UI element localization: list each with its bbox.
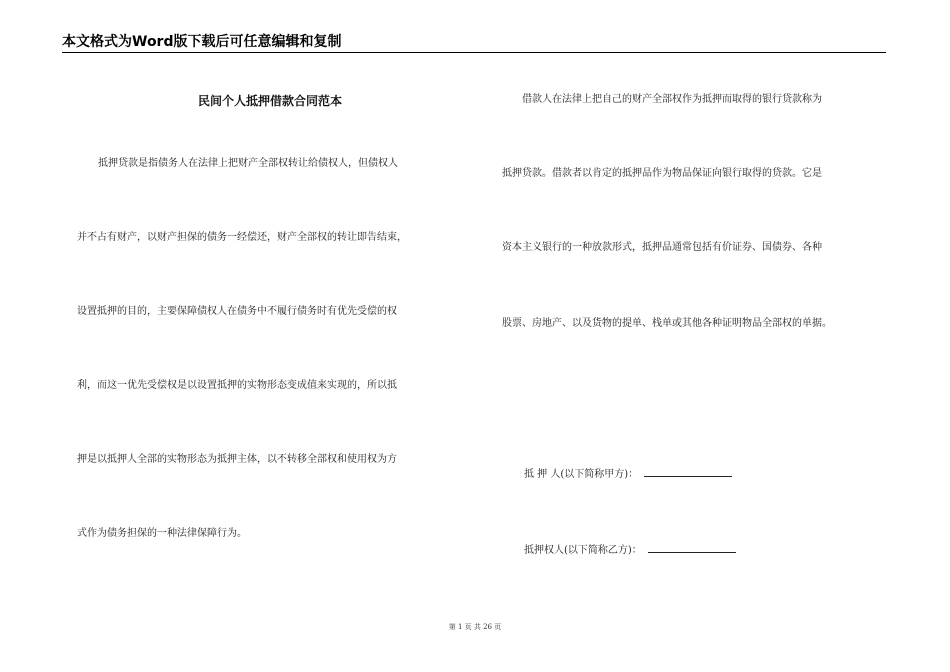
page-number: 第 1 页 共 26 页: [448, 623, 502, 631]
left-paragraph-line: 并不占有财产，以财产担保的债务一经偿还，财产全部权的转让即告结束，: [77, 232, 407, 243]
left-paragraph-line: 式作为债务担保的一种法律保障行为。: [77, 528, 247, 539]
left-paragraph-line: 押是以抵押人全部的实物形态为抵押主体，以不转移全部权和使用权为方: [77, 454, 397, 465]
party-b-blank-line: [648, 542, 736, 553]
right-paragraph-line: 资本主义银行的一种放款形式，抵押品通常包括有价证券、国债券、各种: [502, 242, 822, 253]
party-b-signature-field: [524, 542, 736, 558]
right-paragraph-line: 抵押贷款。借款者以肯定的抵押品作为物品保证向银行取得的贷款。它是: [502, 168, 822, 179]
document-title: 民间个人抵押借款合同范本: [197, 94, 342, 108]
page-header: [62, 34, 886, 53]
header-text: 本文格式为Word版下载后可任意编辑和复制: [62, 34, 342, 50]
right-paragraph-line: 借款人在法律上把自己的财产全部权作为抵押而取得的银行贷款称为: [522, 94, 822, 105]
party-a-label: 抵 押 人(以下简称甲方)：: [524, 469, 639, 480]
left-paragraph-line: 利，而这一优先受偿权是以设置抵押的实物形态变成值来实现的，所以抵: [77, 380, 397, 391]
party-a-signature-field: [524, 466, 732, 482]
party-b-label: 抵押权人(以下简称乙方)：: [524, 545, 642, 556]
left-paragraph-line: 设置抵押的目的，主要保障债权人在债务中不履行债务时有优先受偿的权: [77, 306, 397, 317]
left-paragraph-line: 抵押贷款是指债务人在法律上把财产全部权转让给债权人，但债权人: [98, 158, 398, 169]
right-paragraph-line: 股票、房地产、以及货物的提单、栈单或其他各种证明物品全部权的单据。: [502, 318, 832, 329]
party-a-blank-line: [644, 466, 732, 477]
